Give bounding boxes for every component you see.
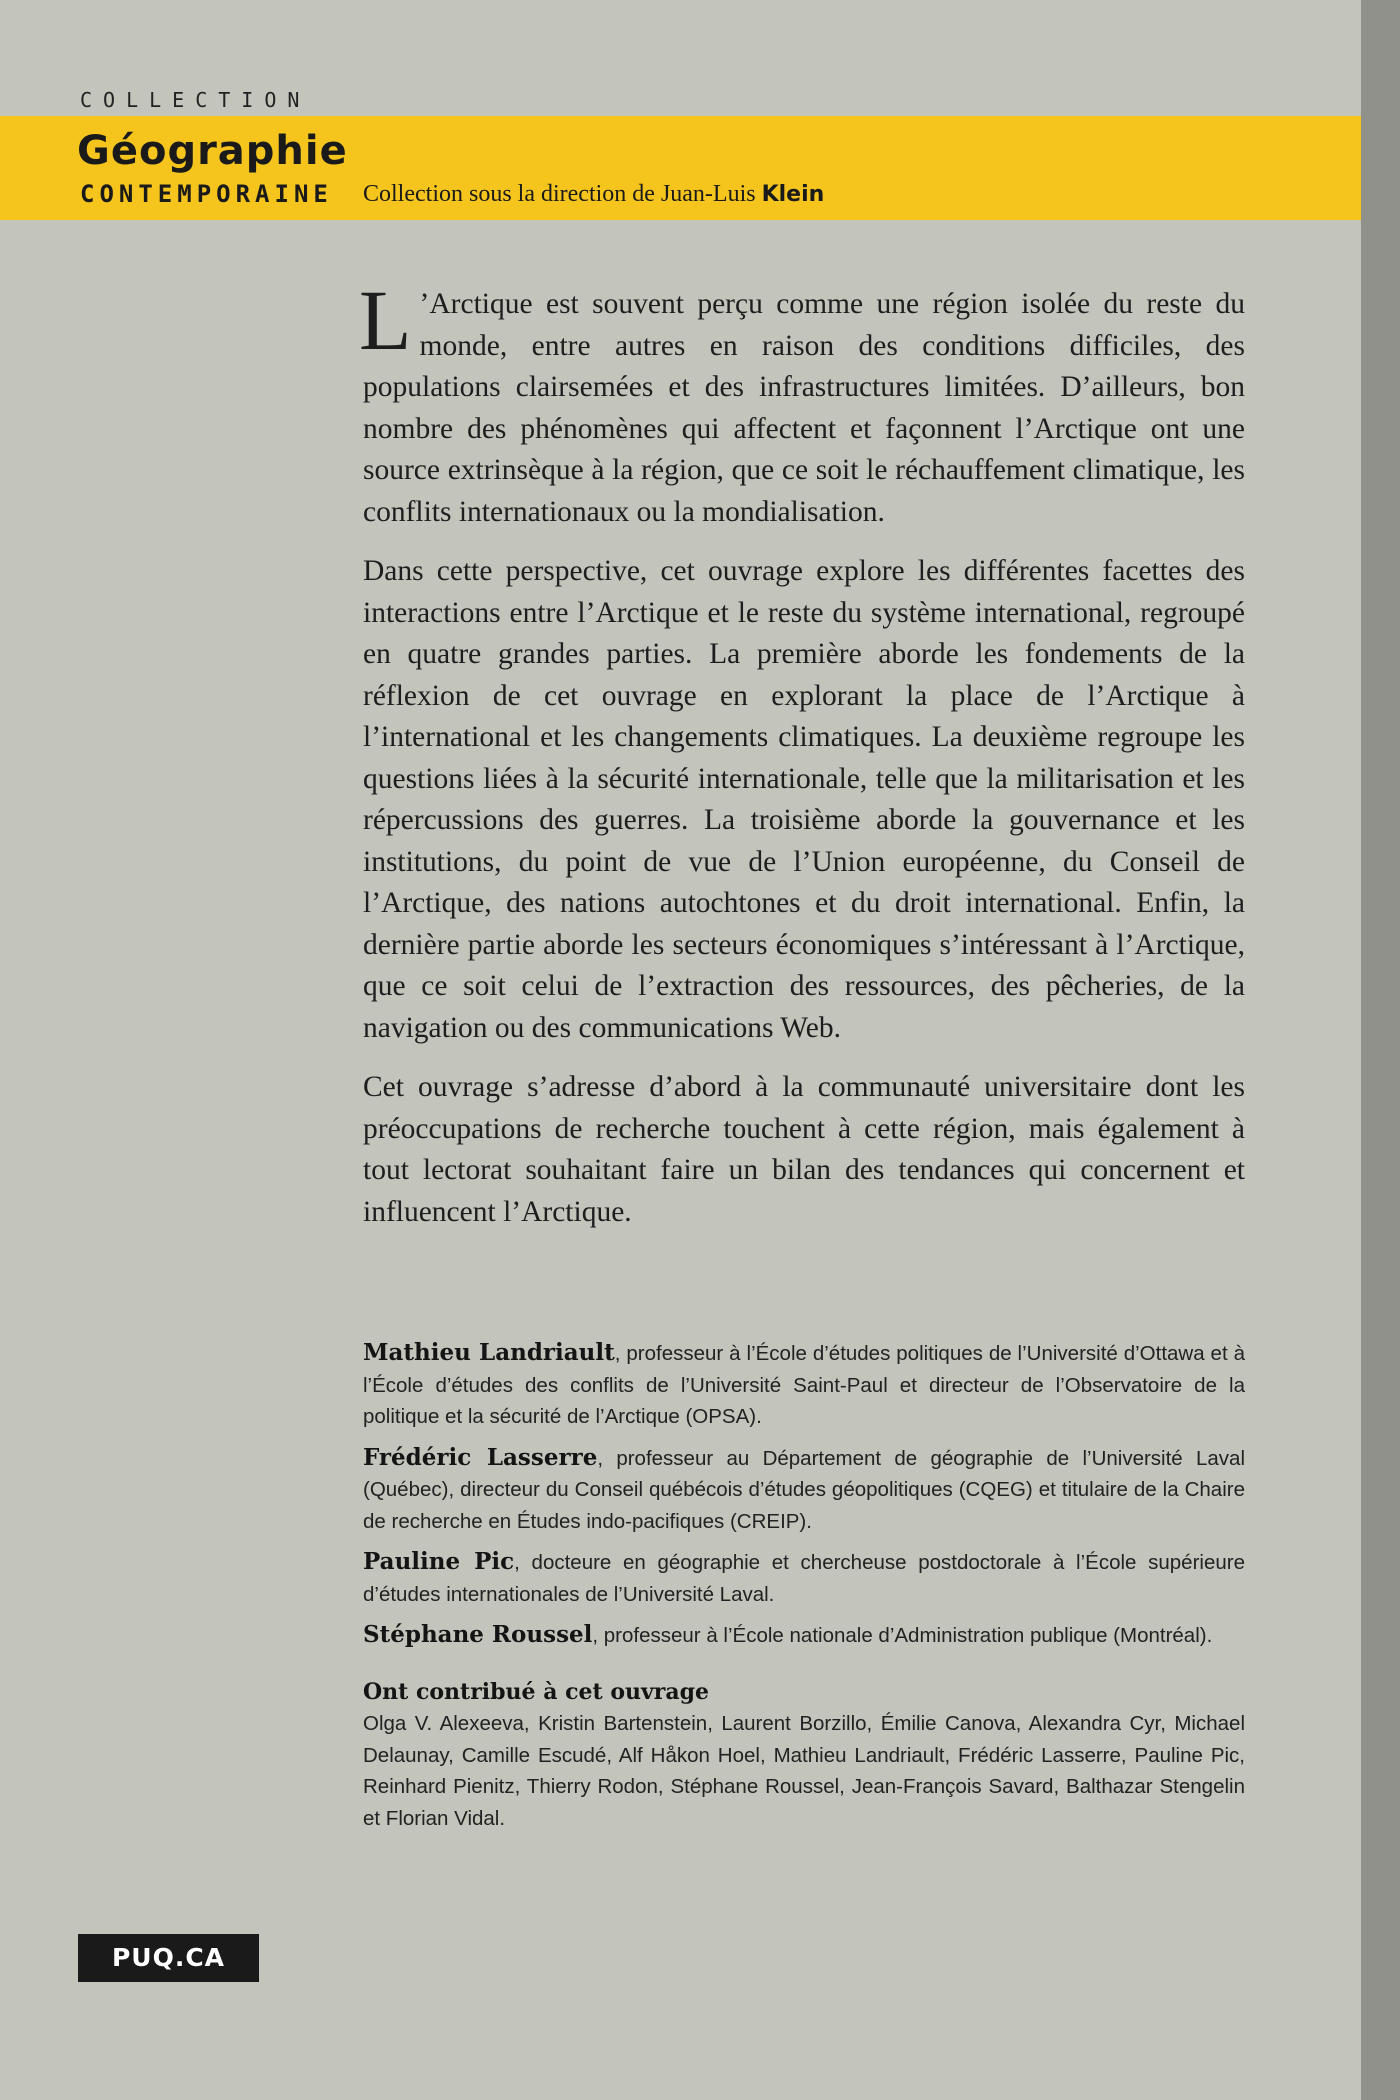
author-bio: , professeur au Département de géographie de l’Université Laval (Québec), directeur du Conseil québécois d’études géopolitiques (CQEG) et titulaire de la Chaire de recherche en Études indo-pacifiques (CREIP). xyxy=(363,1446,1246,1533)
contributors-heading: Ont contribué à cet ouvrage xyxy=(363,1678,709,1705)
paragraph-1-text: ’Arctique est souvent perçu comme une région isolée du reste du monde, entre autres en raison des conditions difficiles, des populations clairsemées et des infrastructures limitées. D’ailleurs, bon nombre des phénomènes qui affectent et façonnent l’Arctique ont une source extrinsèque à la région, que ce soit le réchauffement climatique, les conflits internationaux ou la mondialisation. xyxy=(363,288,1245,528)
director-prefix: Collection sous la direction de Juan-Luis xyxy=(363,181,762,207)
author-bio: , docteure en géographie et chercheuse postdoctorale à l’École supérieure d’études internationales de l’Université Laval. xyxy=(363,1551,1245,1606)
author-bio: , professeur à l’École nationale d’Administration publique (Montréal). xyxy=(592,1624,1213,1647)
author-name: Mathieu Landriault xyxy=(363,1339,615,1366)
book-description xyxy=(359,272,1245,1251)
publisher-website-badge[interactable]: PUQ.CA xyxy=(78,1934,259,1982)
spine-strip xyxy=(1361,0,1400,2100)
series-title: Géographie xyxy=(77,128,348,174)
drop-cap: L xyxy=(359,272,412,368)
author-name: Frédéric Lasserre xyxy=(363,1443,598,1471)
description-paragraph-3: Cet ouvrage s’adresse d’abord à la communauté universitaire dont les préoccupations de recherche touchent à cette région, mais également à tout lectorat souhaitant faire un bilan des tendances qui concernent et influencent l’Arctique. xyxy=(363,1071,1245,1228)
description-paragraph-1 xyxy=(359,272,1245,533)
authors-section xyxy=(363,1337,1245,1843)
author-bio: , professeur à l’École d’études politiques de l’Université d’Ottawa et à l’École d’études des conflits de l’Université Saint-Paul et directeur de l’Observatoire de la politique et la sécurité de l’Arctique (OPSA). xyxy=(363,1342,1245,1428)
description-paragraph-2: Dans cette perspective, cet ouvrage explore les différentes facettes des interactions entre l’Arctique et le reste du système international, regroupé en quatre grandes parties. La première aborde les fondements de la réflexion de cet ouvrage en explorant la place de l’Arctique à l’international et les changements climatiques. La deuxième regroupe les questions liées à la sécurité internationale, telle que la militarisation et les répercussions des guerres. La troisième aborde la gouvernance et les institutions, du point de vue de l’Union européenne, du Conseil de l’Arctique, des nations autochtones et du droit international. Enfin, la dernière partie aborde les secteurs économiques s’intéressant à l’Arctique, que ce soit celui de l’extraction des ressources, des pêcheries, de la navigation ou des communications Web. xyxy=(363,555,1245,1044)
director-name: Klein xyxy=(761,182,825,207)
collection-director xyxy=(363,181,824,208)
author-entry xyxy=(363,1546,1245,1610)
author-entry xyxy=(363,1442,1245,1538)
series-subtitle: CONTEMPORAINE xyxy=(80,180,333,208)
author-name: Pauline Pic xyxy=(363,1548,515,1575)
author-entry xyxy=(363,1619,1245,1652)
author-entry xyxy=(363,1337,1245,1433)
author-name: Stéphane Roussel xyxy=(363,1621,593,1648)
contributors-list: Olga V. Alexeeva, Kristin Bartenstein, Laurent Borzillo, Émilie Canova, Alexandra Cyr, Michael Delaunay, Camille Escudé, Alf Håkon Hoel, Mathieu Landriault, Frédéric Lasserre, Pauline Pic, Reinhard Pienitz, Thierry Rodon, Stéphane Roussel, Jean-François Savard, Balthazar Stengelin et Florian Vidal. xyxy=(363,1712,1245,1830)
collection-label: COLLECTION xyxy=(80,88,311,112)
